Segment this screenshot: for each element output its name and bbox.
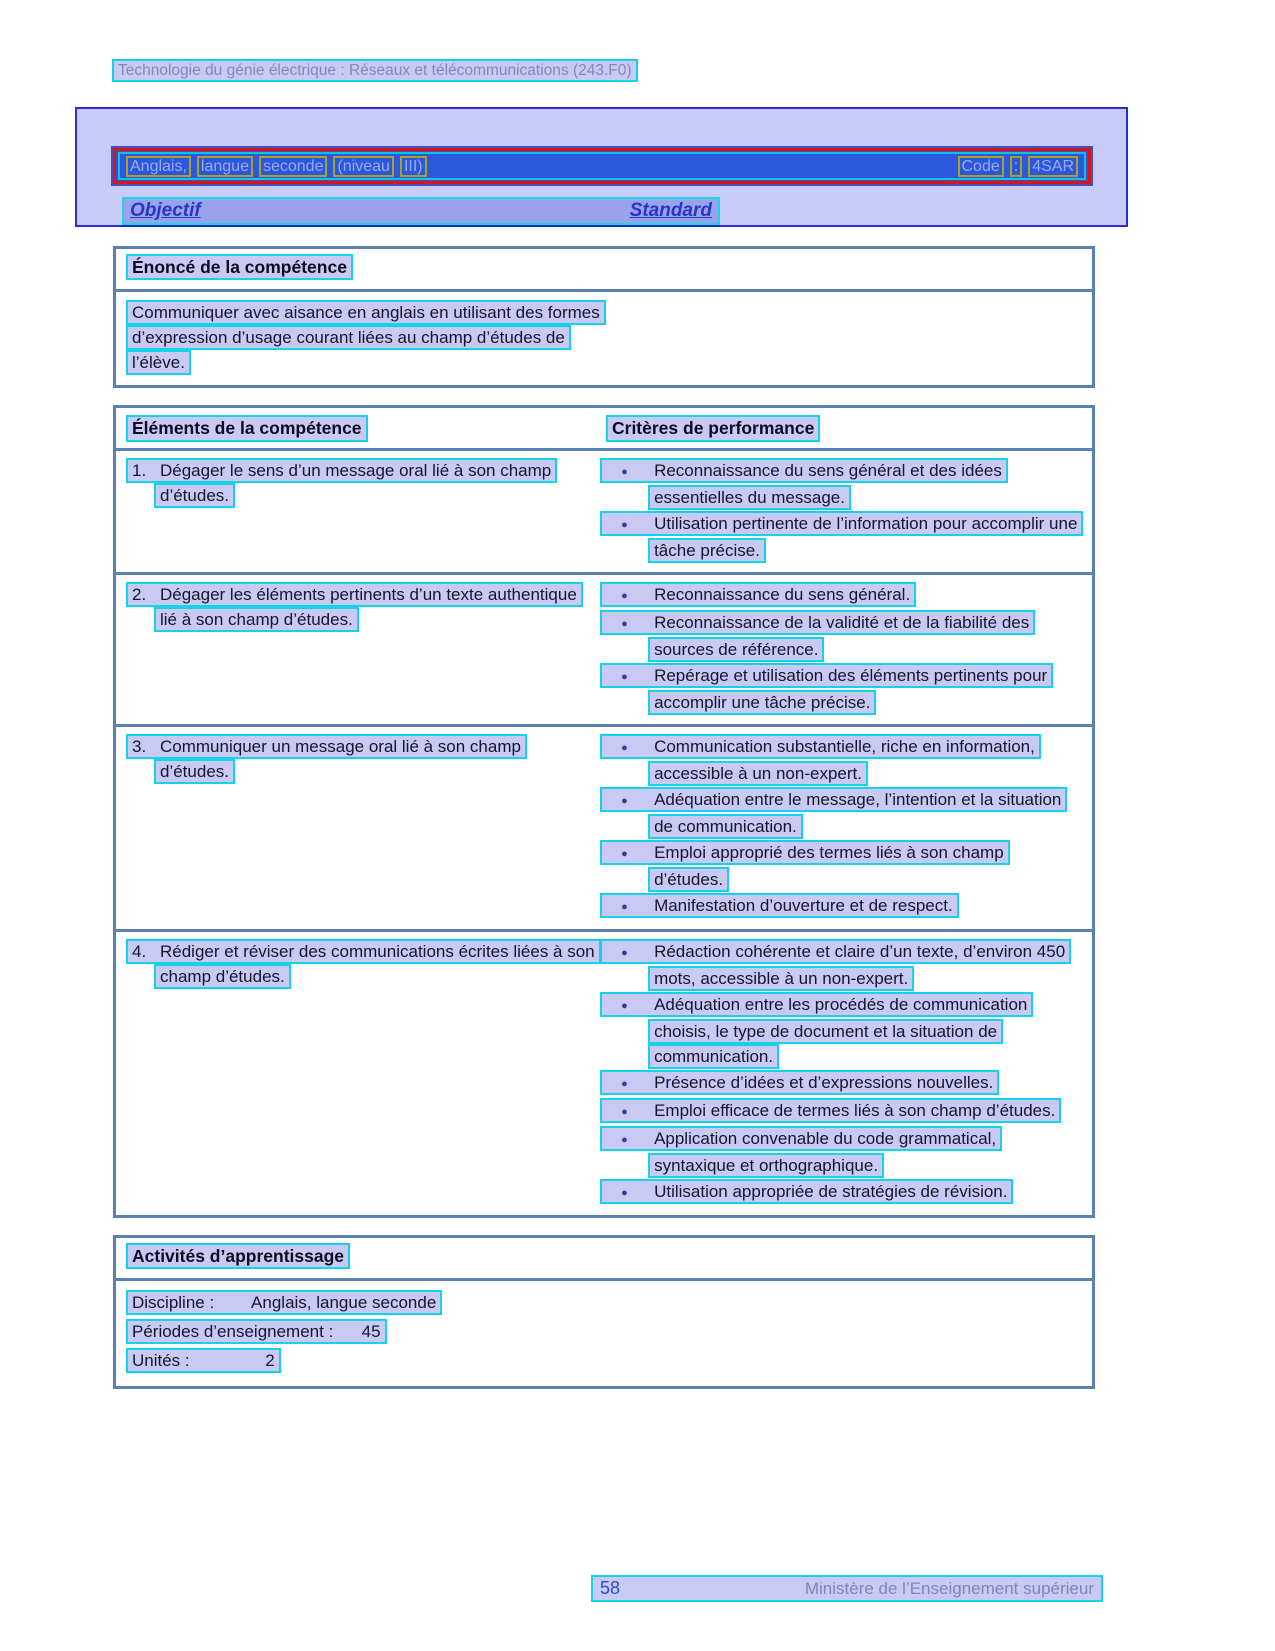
course-title-word: (niveau [333,156,393,177]
element-cell [116,734,600,921]
criteria-text: Adéquation entre le message, l’intention et la situation de communication. [654,790,1062,836]
activites-body [116,1281,1092,1386]
criteria-text: Reconnaissance de la validité et de la fiabilité des sources de référence. [654,613,1030,659]
bullet-icon [606,610,654,637]
criteria-text: Présence d’idées et d’expressions nouvelles. [654,1073,994,1092]
criteria-item [600,610,1082,662]
bullet-icon [606,1070,654,1097]
page-number: 58 [600,1578,621,1598]
course-banner [111,146,1093,186]
document-header [112,62,638,80]
enonce-text: Communiquer avec aisance en anglais en utilisant des formes d’expression d’usage courant liées au champ d’études de l’élève. [126,300,606,375]
activites-box [113,1235,1095,1389]
objectif-heading: Objectif [130,200,201,221]
standard-heading: Standard [629,200,712,221]
criteria-text: Repérage et utilisation des éléments pertinents pour accomplir une tâche précise. [654,666,1048,712]
bullet-icon [606,840,654,867]
elements-header: Éléments de la compétence [126,415,368,442]
enonce-header [116,249,1092,292]
criteria-item [600,939,1082,991]
header-title: Technologie du génie électrique : Réseaux et télécommunications (243.F0) [112,59,638,82]
course-code-word: : [1010,156,1022,177]
activity-text: Discipline : Anglais, langue seconde [126,1290,442,1315]
criteres-header: Critères de performance [606,415,820,442]
course-code-word: 4SAR [1028,156,1078,177]
element-number: 1. [132,461,147,480]
element-cell [116,582,600,716]
content-column [113,246,1095,1406]
table-row [116,575,1092,727]
enonce-box [113,246,1095,388]
element-item [126,458,596,508]
banner-red-frame [113,148,1091,184]
course-code-word: Code [958,156,1004,177]
criteria-item [600,787,1082,839]
activity-text: Périodes d’enseignement : 45 [126,1319,387,1344]
table-row [116,932,1092,1215]
criteria-cell [600,458,1092,564]
criteria-cell [600,582,1092,716]
banner-ocr-line [118,152,1086,180]
criteria-text: Adéquation entre les procédés de communication choisis, le type de document et la situation de communication. [654,995,1028,1066]
element-text: Communiquer un message oral lié à son champ d’études. [160,737,521,781]
criteria-text: Reconnaissance du sens général. [654,585,911,604]
bullet-icon [606,939,654,966]
enonce-body [116,292,1092,385]
element-item [126,939,596,989]
criteria-item [600,1179,1082,1206]
competence-table [113,405,1095,1218]
footer-highlight [591,1575,1103,1602]
enonce-paragraph [126,300,604,375]
title-section [75,107,1128,227]
element-text: Rédiger et réviser des communications écrites liées à son champ d’études. [160,942,595,986]
course-title-word: langue [197,156,253,177]
criteria-item [600,992,1082,1069]
criteria-text: Communication substantielle, riche en information, accessible à un non-expert. [654,737,1035,783]
element-text: Dégager les éléments pertinents d’un texte authentique lié à son champ d’études. [160,585,577,629]
document-footer [591,1575,1103,1602]
criteria-cell [600,734,1092,921]
table-row [116,727,1092,932]
element-number: 4. [132,942,147,961]
criteria-item [600,663,1082,715]
bullet-icon [606,1098,654,1125]
bullet-icon [606,1126,654,1153]
table-row [116,451,1092,575]
table-body [116,451,1092,1215]
bullet-icon [606,663,654,690]
course-code [955,156,1082,177]
course-title-word: Anglais, [126,156,191,177]
bullet-icon [606,734,654,761]
criteria-item [600,511,1082,563]
ministry-label: Ministère de l’Enseignement supérieur [804,1578,1094,1598]
element-item [126,734,596,784]
element-cell [116,939,600,1207]
activity-line [126,1289,1082,1317]
element-cell [116,458,600,564]
course-title [123,156,430,177]
enonce-title: Énoncé de la compétence [126,254,353,280]
bullet-icon [606,458,654,485]
activites-title: Activités d’apprentissage [126,1243,350,1269]
bullet-icon [606,582,654,609]
criteria-item [600,734,1082,786]
criteria-item [600,458,1082,510]
course-title-word: seconde [259,156,328,177]
element-item [126,582,596,632]
criteria-text: Manifestation d’ouverture et de respect. [654,896,953,915]
column-headings [122,197,720,225]
criteria-cell [600,939,1092,1207]
course-title-word: III) [400,156,427,177]
activity-text: Unités : 2 [126,1348,281,1373]
criteria-text: Application convenable du code grammatical, syntaxique et orthographique. [654,1129,997,1175]
criteria-item [600,1098,1082,1125]
bullet-icon [606,787,654,814]
element-text: Dégager le sens d’un message oral lié à son champ d’études. [160,461,552,505]
criteria-text: Reconnaissance du sens général et des idées essentielles du message. [654,461,1002,507]
criteria-text: Emploi approprié des termes liés à son champ d’études. [654,843,1004,889]
element-number: 2. [132,585,147,604]
criteria-text: Utilisation pertinente de l’information pour accomplir une tâche précise. [654,514,1078,560]
element-number: 3. [132,737,147,756]
criteria-item [600,893,1082,920]
activites-header [116,1238,1092,1281]
criteria-item [600,1070,1082,1097]
criteria-item [600,1126,1082,1178]
criteria-item [600,840,1082,892]
activity-line [126,1347,1082,1375]
bullet-icon [606,992,654,1019]
criteria-text: Rédaction cohérente et claire d’un texte, d’environ 450 mots, accessible à un non-expert. [654,942,1066,988]
criteria-item [600,582,1082,609]
criteria-text: Utilisation appropriée de stratégies de révision. [654,1182,1008,1201]
bullet-icon [606,1179,654,1206]
criteria-text: Emploi efficace de termes liés à son champ d’études. [654,1101,1056,1120]
bullet-icon [606,893,654,920]
activity-line [126,1318,1082,1346]
table-header-row [116,408,1092,451]
bullet-icon [606,511,654,538]
